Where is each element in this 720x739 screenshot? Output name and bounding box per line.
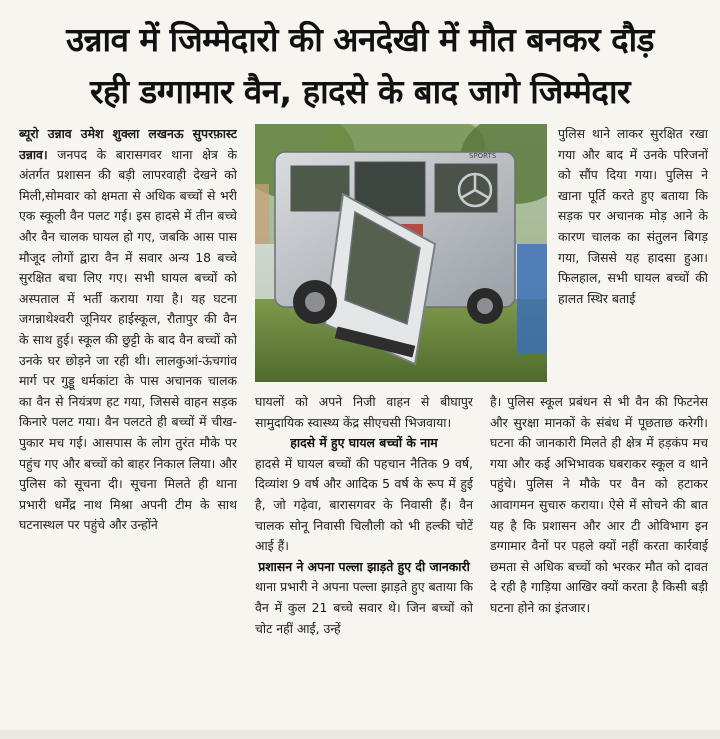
article-column-right-bottom: [490, 392, 708, 726]
mid-column-paragraph-2: हादसे में घायल बच्चों की पहचान नैतिक 9 वर्ष, दिव्यांश 9 वर्ष और आदिक 5 वर्ष के रूप में हुई है, जो गढ़ेवा, बारासगवर के निवासी हैं। वैन चालक सोनू निवासी चिलौली को भी हल्की चोटें आई हैं।: [255, 455, 473, 554]
news-photo-overturned-van: [255, 124, 547, 382]
van-illustration: [255, 124, 547, 382]
article-column-middle: [255, 392, 473, 726]
left-column-text: जनपद के बारासगवर थाना क्षेत्र के अंतर्गत प्रशासन की बड़ी लापरवाही देखने को मिली,सोमवार को क्षमता से अधिक बच्चों से भरी एक स्कूली वैन पलट गई। इस हादसे में तीन बच्चे और वैन चालक घायल हो गए, जबकि आस पास मौजूद लोगों द्वारा वैन में सवार अन्य 18 बच्चे सुरक्षित बचा लिए गए। सभी घायल बच्चों को अस्पताल में भर्ती कराया गया है। यह घटना जगन्नाथेश्वरी जूनियर हाईस्कूल, रौतापुर की वैन के साथ हुई। स्कूल की छुट्टी के बाद वैन बच्चों को उनके घर छोड़ने जा रही थी। लालकुआं-ऊंचगांव मार्ग पर गुड्डू धर्मकांटा के पास अचानक चालक का वैन से नियंत्रण हट गया, जिससे वाहन सड़क किनारे पलट गया। वैन पलटते ही बच्चों में चीख-पुकार मच गई। आसपास के लोग तुरंत मौके पर पहुंच गए और बच्चों को बाहर निकाल लिया। और पुलिस को सूचना दी। सूचना मिलते ही थाना प्रभारी धर्मेंद्र नाथ मिश्रा अपनी टीम के साथ घटनास्थल पर पहुंचे और उन्होंने: [19, 146, 237, 533]
subheading-injured-children: हादसे में हुए घायल बच्चों के नाम: [290, 435, 438, 451]
page-bottom-edge: [0, 730, 720, 739]
headline-line-2: रही डग्गामार वैन, हादसे के बाद जागे जिम्मेदार: [90, 72, 630, 111]
mid-column-paragraph-1: घायलों को अपने निजी वाहन से बीघापुर सामुदायिक स्वास्थ्य केंद्र सीएचसी भिजवाया।: [255, 394, 473, 430]
right-column-bottom-text: है। पुलिस स्कूल प्रबंधन से भी वैन की फिटनेस और सुरक्षा मानकों के संबंध में पूछताछ करेगी। घटना की जानकारी मिलते ही क्षेत्र में हड़कंप मच गया और कई अभिभावक घबराकर स्कूल व थाने पहुंचे। पुलिस ने मौके पर वैन को हटाकर आवागमन सुचारु कराया। ऐसे में सोचने की बात यह है कि प्रशासन और आर टी ओविभाग इन डग्गामार वैनों पर पहले क्यों नहीं करता कार्रवाई छमता से अधिक बच्चों को भरकर मौत को दावत दे रही है गाड़िया आखिर क्यों करता है किसी बड़ी घटना होने का इंतजार।: [490, 394, 708, 615]
headline-line-1: उन्नाव में जिम्मेदारो की अनदेखी में मौत बनकर दौड़: [66, 20, 654, 59]
headline: [0, 14, 720, 118]
article-column-right-top: [558, 124, 708, 388]
article-column-left: [19, 124, 237, 726]
van-sports-label: SPORTS: [469, 152, 497, 160]
subheading-administration: प्रशासन ने अपना पल्ला झाड़ते हुए दी जानकारी: [258, 558, 470, 574]
right-column-top-text: पुलिस थाने लाकर सुरक्षित रखा गया और बाद में उनके परिजनों को सौंप दिया गया। पुलिस ने खाना पूर्ति करते हुए बताया कि सड़क पर अचानक मोड़ आने के कारण चालक का संतुलन बिगड़ गया, जिससे यह हादसा हुआ। फिलहाल, सभी घायल बच्चों की हालत स्थिर बताई: [558, 126, 708, 306]
byline: ब्यूरो उन्नाव उमेश शुक्ला लखनऊ सुपरफ़ास्ट उन्नाव।: [19, 126, 237, 162]
mid-column-paragraph-3: थाना प्रभारी ने अपना पल्ला झाड़ते हुए बताया कि वैन में कुल 21 बच्चे सवार थे। जिन बच्चों को चोट नहीं आई, उन्हें: [255, 579, 473, 636]
